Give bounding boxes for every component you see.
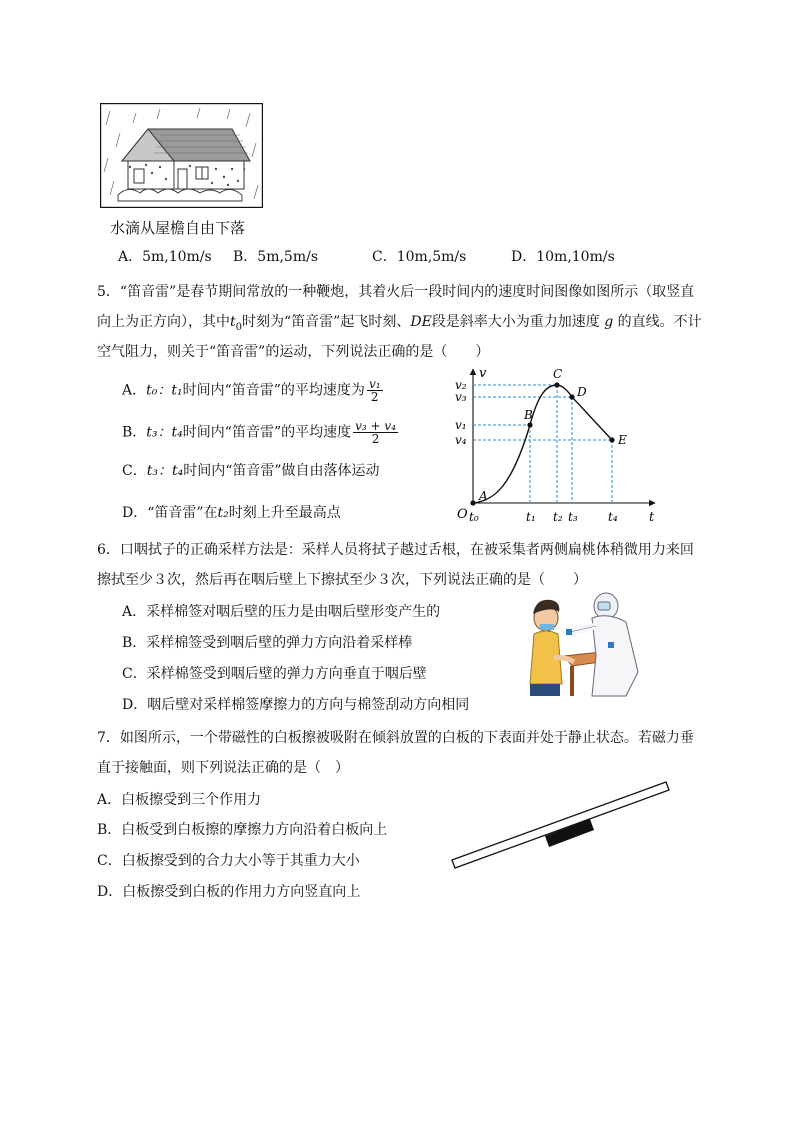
x-axis-label: t: [649, 510, 655, 525]
q5-option-c-letter: C．: [122, 463, 147, 479]
q5-option-d-text: D．“笛音雷”在: [122, 505, 218, 521]
fraction: [353, 420, 398, 445]
inclined-whiteboard: [452, 782, 669, 868]
q5-option-a-range: t₀：t₁: [146, 382, 183, 399]
q5-option-b-letter: B．: [122, 424, 147, 441]
q6-option-c[interactable]: C．采样棉签受到咽后壁的弹力方向垂直于咽后壁: [122, 666, 427, 682]
q7-option-a[interactable]: A．白板擦受到三个作用力: [97, 792, 262, 808]
q5-stem-line1: 5．“笛音雷”是春节期间常放的一种鞭炮，其着火后一段时间内的速度时间图像如图所示（取竖直: [97, 284, 695, 300]
y-tick-label: v₂: [455, 378, 467, 392]
whiteboard-figure: [448, 776, 672, 871]
vt-chart: [450, 365, 665, 530]
x-tick-label: t₂: [553, 510, 563, 524]
q5-option-c-text: 时间内“笛音雷”做自由落体运动: [183, 463, 380, 479]
q6-stem-line1: 6．口咽拭子的正确采样方法是：采样人员将拭子越过舌根，在被采集者两侧扁桃体稍微用力来回: [97, 542, 694, 558]
q7-option-b[interactable]: B．白板受到白板擦的摩擦力方向沿着白板向上: [97, 822, 388, 838]
velocity-curve: [473, 385, 612, 503]
q5-text: 的直线。不计: [617, 314, 702, 330]
q6-option-b[interactable]: B．采样棉签受到咽后壁的弹力方向沿着采样棒: [122, 635, 413, 651]
q5-stem-line3: 空气阻力，则关于“笛音雷”的运动，下列说法正确的是（ ）: [97, 344, 490, 360]
q5-option-c[interactable]: [122, 461, 380, 481]
q5-text: 时刻为“笛音雷”起飞时刻、: [242, 314, 411, 330]
fraction-numerator: v₁: [368, 377, 381, 391]
q7-option-c[interactable]: C．白板擦受到的合力大小等于其重力大小: [97, 853, 360, 869]
q6-stem-line2: 擦拭至少３次，然后再在咽后壁上下擦拭至少３次，下列说法正确的是（ ）: [97, 572, 587, 588]
q4-option-c[interactable]: C．10m,5m/s: [372, 249, 467, 265]
point-b: [527, 422, 532, 427]
q6-option-a[interactable]: A．采样棉签对咽后壁的压力是由咽后壁形变产生的: [122, 604, 441, 620]
q5-de: DE: [410, 314, 432, 330]
fraction-numerator: v₃ + v₄: [355, 419, 396, 433]
q5-t0: t: [230, 314, 236, 330]
q5-option-a[interactable]: [122, 378, 383, 403]
y-tick-label: v₁: [455, 418, 467, 432]
point-a: [470, 500, 475, 505]
q6-option-d[interactable]: D．咽后壁对采样棉签摩擦力的方向与棉签刮动方向相同: [122, 697, 470, 713]
q5-t0-sub: 0: [235, 321, 243, 333]
q5-option-a-text: 时间内“笛音雷”的平均速度为: [182, 382, 365, 399]
q5-option-b-text: 时间内“笛音雷”的平均速度: [182, 424, 352, 441]
q5-option-c-range: t₃：t₄: [146, 463, 184, 479]
x-tick-label: t₁: [526, 510, 536, 524]
q4-option-b[interactable]: B．5m,5m/s: [233, 249, 319, 265]
q5-option-d[interactable]: [122, 503, 341, 523]
point-c: [554, 382, 559, 387]
point-label-b: B: [524, 408, 533, 422]
q5-option-d-t2: t₂: [217, 505, 229, 521]
fraction-denominator: 2: [371, 432, 380, 446]
q5-option-a-letter: A．: [122, 382, 147, 399]
q5-g: g: [604, 314, 614, 330]
point-d: [569, 394, 574, 399]
q4-caption: 水滴从屋檐自由下落: [110, 219, 246, 237]
q7-stem-line1: 7．如图所示，一个带磁性的白板擦被吸附在倾斜放置的白板的下表面并处于静止状态。若磁力垂: [97, 730, 694, 746]
x-tick-label: t₀: [469, 510, 479, 524]
q5-option-d-text: 时刻上升至最高点: [228, 505, 341, 521]
q5-option-b-range: t₃：t₄: [146, 424, 183, 441]
y-tick-label: v₃: [455, 390, 467, 404]
x-tick-label: t₄: [608, 510, 618, 524]
point-label-e: E: [618, 433, 627, 447]
point-label-a: A: [479, 489, 488, 503]
swab-sampling-illustration: [524, 588, 657, 698]
fraction: [367, 378, 383, 403]
point-label-c: C: [553, 367, 563, 381]
q4-option-a[interactable]: A．5m,10m/s: [118, 249, 212, 265]
y-tick-label: v₄: [455, 433, 467, 447]
q7-option-d[interactable]: D．白板擦受到白板的作用力方向竖直向上: [97, 884, 361, 900]
q5-text: 向上为正方向），其中: [97, 314, 230, 330]
x-tick-label: t₃: [568, 510, 578, 524]
origin-label: O: [457, 507, 468, 522]
q7-stem-line2: 直于接触面，则下列说法正确的是（ ）: [97, 760, 349, 776]
fraction-denominator: 2: [370, 390, 379, 404]
point-e: [609, 437, 614, 442]
house-figure: [100, 103, 263, 208]
q4-option-d[interactable]: D．10m,10m/s: [511, 249, 615, 265]
q5-option-b[interactable]: [122, 420, 398, 445]
y-axis-label: v: [479, 366, 487, 381]
point-label-d: D: [577, 385, 587, 399]
q5-text: 段是斜率大小为重力加速度: [431, 314, 600, 330]
q5-stem-line2: [97, 312, 702, 338]
